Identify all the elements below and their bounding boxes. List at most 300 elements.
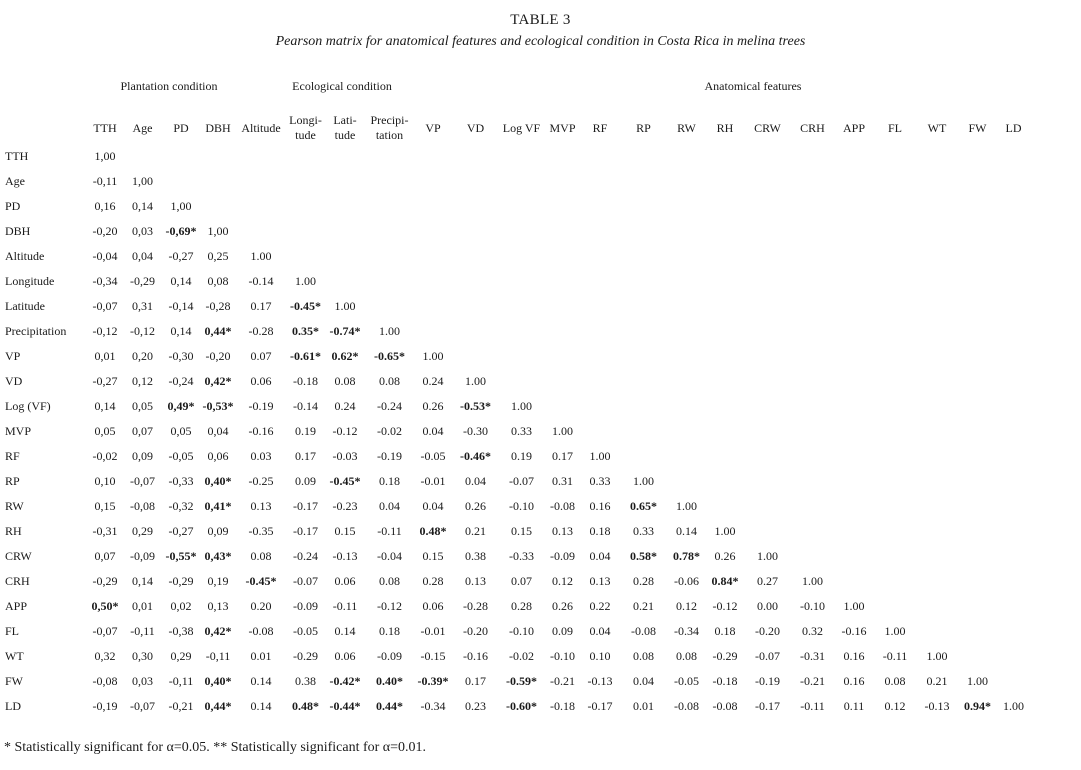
matrix-cell: 0.26 [465,499,486,513]
matrix-cell: 0.32 [802,624,823,638]
matrix-cell: 0.24 [334,399,356,413]
empty-cell [873,294,917,319]
matrix-cell: -0.05 [674,674,699,688]
matrix-cell: -0.34 [674,624,699,638]
matrix-cell: 0,07 [94,549,116,563]
empty-cell [745,494,790,519]
matrix-cell: 0,16 [94,199,116,213]
empty-cell [790,294,835,319]
matrix-cell: 0,05 [170,424,192,438]
empty-cell [745,419,790,444]
empty-cell [325,194,365,219]
matrix-cell: 1.00 [802,574,823,588]
matrix-cell: 0.17 [552,449,573,463]
matrix-cell: 0.07 [250,349,272,363]
matrix-cell: 0.28 [511,599,532,613]
empty-cell [835,519,873,544]
table-row [0,694,1029,719]
column-header-line1: Lati- [333,113,357,127]
table-row [0,194,1029,219]
empty-cell [619,419,668,444]
matrix-cell: -0.13 [924,699,950,713]
empty-cell [917,219,957,244]
empty-cell [957,294,998,319]
table-row [0,469,1029,494]
empty-cell [200,169,236,194]
matrix-cell: 0.28 [633,574,654,588]
empty-cell [998,369,1029,394]
empty-cell [499,194,544,219]
matrix-cell: -0.08 [712,699,738,713]
matrix-cell: -0,24 [168,374,194,388]
matrix-cell: 0.48* [419,524,447,538]
matrix-cell: -0.24 [293,549,318,563]
empty-cell [325,244,365,269]
matrix-cell: 1,00 [170,199,192,213]
empty-cell [835,369,873,394]
group-header-anatomical: Anatomical features [704,79,802,93]
empty-cell [452,319,499,344]
empty-cell [957,269,998,294]
row-label: Latitude [5,299,45,313]
row-label: RP [5,474,20,488]
matrix-cell: 0,41* [204,499,232,513]
row-label: PD [5,199,21,213]
matrix-cell: 1.00 [967,674,988,688]
row-label: CRH [5,574,30,588]
matrix-cell: 0.04 [589,624,611,638]
empty-cell [998,544,1029,569]
empty-cell [705,219,745,244]
footnote: * Statistically significant for α=0.05. ** Statistically significant for α=0.01. [4,740,427,755]
matrix-cell: 1.00 [676,499,697,513]
matrix-cell: 0.84* [711,574,739,588]
column-header-line1: CRW [754,120,781,135]
empty-cell [835,194,873,219]
matrix-cell: 0.31 [552,474,573,488]
empty-cell [499,344,544,369]
matrix-cell: -0.10 [509,499,534,513]
empty-cell [499,144,544,169]
matrix-cell: 1.00 [379,324,400,338]
empty-cell [668,219,705,244]
empty-cell [835,144,873,169]
column-header [957,112,998,144]
matrix-cell: 1.00 [552,424,573,438]
empty-cell [998,519,1029,544]
empty-cell [835,269,873,294]
empty-cell [452,219,499,244]
matrix-cell: 0.06 [422,599,444,613]
empty-cell [581,369,619,394]
table-row [0,269,1029,294]
empty-cell [365,294,414,319]
matrix-cell: -0.16 [841,624,867,638]
empty-cell [917,319,957,344]
empty-cell [544,244,581,269]
matrix-cell: 0.08 [379,374,400,388]
matrix-cell: -0,34 [92,274,118,288]
column-header-line1: RF [592,120,608,135]
column-header-row [0,112,1029,144]
empty-cell [619,294,668,319]
matrix-cell: 0.06 [334,574,356,588]
empty-cell [957,194,998,219]
column-header [790,112,835,144]
matrix-cell: 0.14 [676,524,697,538]
matrix-cell: 0.21 [926,674,948,688]
empty-cell [705,344,745,369]
empty-cell [499,369,544,394]
matrix-cell: -0.17 [587,699,613,713]
empty-cell [790,494,835,519]
matrix-cell: 0,25 [207,249,229,263]
matrix-cell: 0.13 [465,574,486,588]
empty-cell [365,269,414,294]
matrix-cell: 1.00 [295,274,316,288]
matrix-cell: -0,11 [168,674,194,688]
matrix-cell: -0,12 [130,324,155,338]
row-label: FW [5,674,23,688]
row-label: RW [5,499,24,513]
column-header-line1: LD [1005,120,1022,135]
empty-cell [957,369,998,394]
matrix-cell: 0.48* [292,699,319,713]
column-header [619,112,668,144]
empty-cell [499,169,544,194]
matrix-cell: -0.02 [509,649,534,663]
matrix-cell: -0,07 [92,624,118,638]
empty-cell [365,169,414,194]
matrix-cell: 0,05 [132,399,153,413]
column-header [745,112,790,144]
empty-cell [917,144,957,169]
empty-cell [619,344,668,369]
matrix-cell: 0.62* [331,349,359,363]
column-header-line1: VP [425,120,441,135]
empty-cell [705,319,745,344]
empty-cell [873,169,917,194]
matrix-cell: -0.02 [377,424,402,438]
matrix-cell: -0.04 [377,549,402,563]
matrix-cell: -0,29 [168,574,194,588]
empty-cell [957,144,998,169]
empty-cell [325,169,365,194]
empty-cell [544,394,581,419]
matrix-cell: -0.06 [674,574,699,588]
row-label: Age [5,174,25,188]
column-header [873,112,917,144]
empty-cell [705,469,745,494]
matrix-cell: 0,15 [94,499,116,513]
matrix-cell: 0.24 [422,374,444,388]
empty-cell [619,219,668,244]
matrix-cell: 0.04 [422,424,444,438]
matrix-cell: 0.17 [295,449,316,463]
matrix-cell: 0.27 [757,574,778,588]
empty-cell [957,244,998,269]
empty-cell [452,294,499,319]
empty-cell [745,294,790,319]
row-label: WT [5,649,24,663]
empty-cell [452,194,499,219]
empty-cell [998,494,1029,519]
empty-cell [998,344,1029,369]
empty-cell [998,469,1029,494]
matrix-cell: 0,01 [94,349,116,363]
matrix-cell: -0.45* [329,474,361,488]
matrix-cell: -0.03 [332,449,358,463]
matrix-cell: -0.08 [674,699,699,713]
empty-cell [998,294,1029,319]
matrix-cell: -0.12 [332,424,358,438]
empty-cell [452,169,499,194]
matrix-cell: -0,09 [130,549,155,563]
matrix-cell: 0,44* [204,699,232,713]
empty-cell [581,269,619,294]
empty-cell [452,344,499,369]
empty-cell [957,594,998,619]
matrix-cell: 0.11 [843,699,865,713]
matrix-cell: -0,11 [130,624,155,638]
matrix-cell: 0,04 [207,424,229,438]
empty-cell [581,394,619,419]
empty-cell [873,569,917,594]
empty-cell [581,344,619,369]
matrix-cell: 0.40* [376,674,403,688]
matrix-cell: -0,29 [130,274,155,288]
matrix-cell: 0.19 [511,449,532,463]
matrix-cell: 0,31 [132,299,153,313]
empty-cell [581,419,619,444]
empty-cell [745,344,790,369]
empty-cell [745,244,790,269]
empty-cell [998,244,1029,269]
matrix-cell: 0.08 [250,549,272,563]
column-header [835,112,873,144]
empty-cell [835,569,873,594]
empty-cell [619,269,668,294]
matrix-cell: 0.15 [334,524,356,538]
matrix-cell: -0,20 [205,349,231,363]
empty-cell [544,294,581,319]
matrix-cell: -0,07 [130,699,155,713]
empty-cell [365,219,414,244]
column-header [499,112,544,144]
matrix-cell: -0,07 [92,299,118,313]
matrix-cell: 1.00 [422,349,444,363]
matrix-cell: 0.38 [295,674,316,688]
matrix-cell: -0.08 [248,624,274,638]
matrix-cell: 0.16 [843,674,865,688]
matrix-cell: -0.13 [332,549,358,563]
matrix-cell: -0,14 [168,299,194,313]
column-header [162,112,200,144]
table-row [0,144,1029,169]
matrix-cell: 0,05 [94,424,116,438]
matrix-cell: 1,00 [207,224,229,238]
empty-cell [581,169,619,194]
empty-cell [998,219,1029,244]
empty-cell [619,444,668,469]
matrix-cell: 0.33 [511,424,532,438]
column-header [581,112,619,144]
empty-cell [236,219,286,244]
empty-cell [544,219,581,244]
empty-cell [581,319,619,344]
empty-cell [917,194,957,219]
matrix-cell: -0.18 [712,674,738,688]
empty-cell [998,444,1029,469]
empty-cell [917,594,957,619]
matrix-cell: 0.08 [379,574,400,588]
matrix-cell: 1.00 [926,649,948,663]
matrix-cell: -0,69* [165,224,197,238]
matrix-cell: -0.10 [800,599,825,613]
empty-cell [414,269,452,294]
table-row [0,419,1029,444]
matrix-cell: -0.23 [332,499,358,513]
matrix-cell: 0.19 [295,424,316,438]
column-header-line2: tude [295,128,316,142]
matrix-cell: -0.08 [631,624,656,638]
matrix-cell: -0.39* [417,674,449,688]
matrix-cell: -0.16 [463,649,488,663]
matrix-cell: 0.44* [376,699,403,713]
empty-cell [499,244,544,269]
empty-cell [365,144,414,169]
matrix-cell: 0.08 [884,674,906,688]
matrix-cell: 0.01 [633,699,654,713]
column-header [325,112,365,144]
matrix-cell: 0.12 [552,574,573,588]
matrix-cell: 0.04 [633,674,654,688]
row-label: Longitude [5,274,55,288]
matrix-cell: 0,09 [132,449,153,463]
matrix-cell: 0.26 [552,599,573,613]
empty-cell [668,244,705,269]
empty-cell [835,419,873,444]
matrix-cell: -0,11 [92,174,118,188]
matrix-cell: -0.74* [329,324,361,338]
empty-cell [873,244,917,269]
table-row [0,444,1029,469]
empty-cell [998,394,1029,419]
matrix-cell: -0.14 [293,399,318,413]
column-header-line1: MVP [549,120,576,135]
empty-cell [873,144,917,169]
empty-cell [544,144,581,169]
column-header-line1: WT [927,120,947,135]
row-label: Precipitation [5,324,67,338]
empty-cell [790,444,835,469]
empty-cell [835,444,873,469]
matrix-cell: 0,03 [132,224,153,238]
matrix-cell: 1.00 [714,524,736,538]
matrix-cell: 0.26 [714,549,736,563]
matrix-cell: -0,19 [92,699,118,713]
empty-cell [619,194,668,219]
empty-cell [998,594,1029,619]
column-header-line1: Longi- [289,113,322,127]
empty-cell [705,169,745,194]
matrix-cell: -0.59* [506,674,537,688]
empty-cell [668,294,705,319]
empty-cell [873,394,917,419]
matrix-cell: -0.29 [293,649,318,663]
empty-cell [581,219,619,244]
matrix-cell: 0,02 [170,599,192,613]
matrix-cell: 0.21 [633,599,654,613]
empty-cell [790,369,835,394]
empty-cell [705,194,745,219]
matrix-cell: 0.08 [334,374,356,388]
empty-cell [917,569,957,594]
column-header-line1: APP [842,120,865,135]
empty-cell [286,219,325,244]
table-row [0,344,1029,369]
empty-cell [790,344,835,369]
empty-cell [917,419,957,444]
matrix-cell: 0.13 [589,574,611,588]
table-row [0,594,1029,619]
empty-cell [873,269,917,294]
column-header-line1: TTH [93,120,117,135]
table-row [0,569,1029,594]
matrix-cell: -0,30 [168,349,194,363]
empty-cell [998,144,1029,169]
matrix-cell: 0,06 [207,449,229,463]
empty-cell [957,319,998,344]
empty-cell [873,344,917,369]
matrix-cell: -0,12 [92,324,118,338]
empty-cell [414,194,452,219]
matrix-cell: -0,27 [168,249,194,263]
matrix-cell: 0.18 [714,624,736,638]
column-header-line1: Log VF [502,120,541,135]
empty-cell [835,494,873,519]
column-header-line1: VD [466,120,485,135]
empty-cell [917,369,957,394]
empty-cell [705,394,745,419]
row-label: Altitude [5,249,45,263]
table-row [0,294,1029,319]
empty-cell [668,269,705,294]
empty-cell [790,519,835,544]
empty-cell [917,394,957,419]
row-label: TTH [5,149,29,163]
matrix-cell: 0.03 [250,449,272,463]
matrix-cell: -0.13 [587,674,613,688]
matrix-cell: 0.23 [465,699,486,713]
empty-cell [873,494,917,519]
matrix-cell: 0,14 [132,199,153,213]
empty-cell [200,194,236,219]
empty-cell [957,519,998,544]
empty-cell [998,169,1029,194]
empty-cell [365,244,414,269]
table-row [0,644,1029,669]
empty-cell [414,169,452,194]
matrix-cell: -0.24 [377,399,402,413]
matrix-cell: -0,20 [92,224,118,238]
empty-cell [790,169,835,194]
column-header [544,112,581,144]
empty-cell [873,319,917,344]
matrix-cell: 0.21 [465,524,486,538]
matrix-cell: 0.04 [422,499,444,513]
matrix-cell: 0,43* [204,549,232,563]
